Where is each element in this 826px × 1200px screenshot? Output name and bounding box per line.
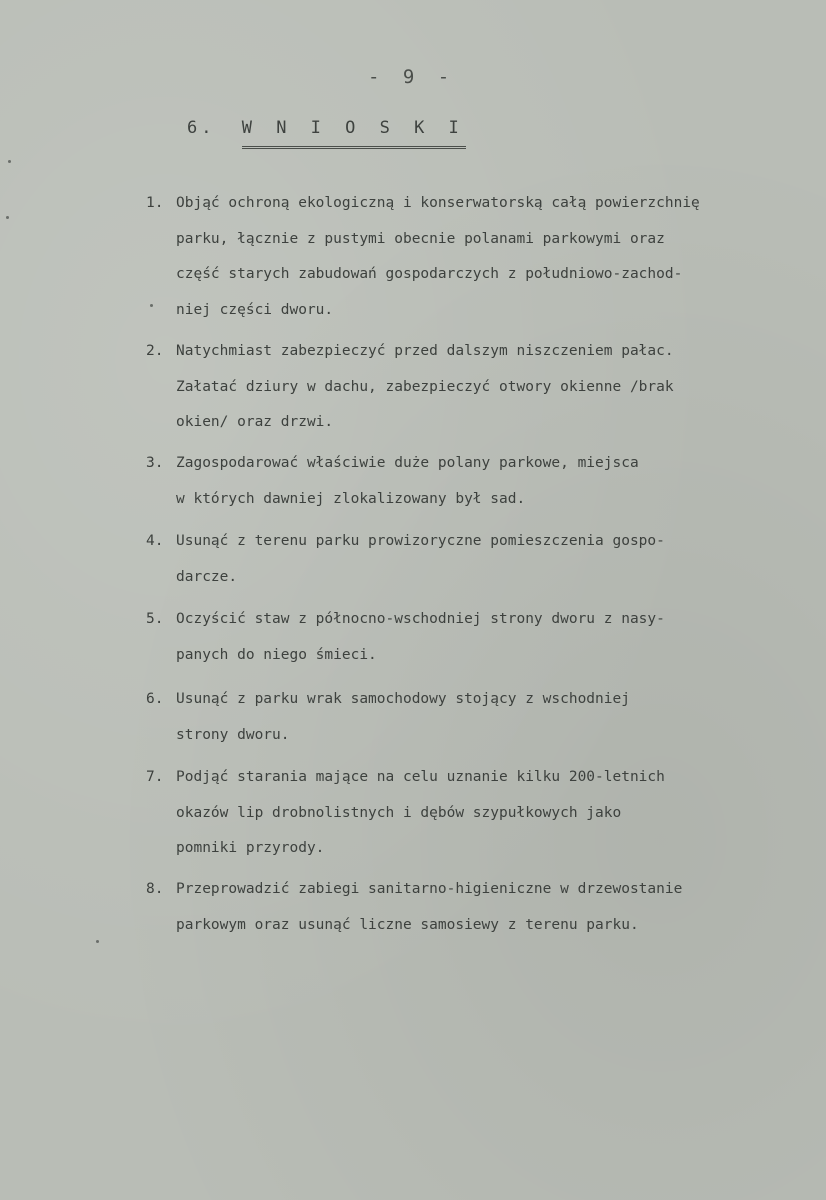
item-text-line: panych do niego śmieci. [176, 646, 377, 663]
item-text-line: w których dawniej zlokalizowany był sad. [176, 490, 526, 507]
item-first-line [146, 186, 816, 222]
list-item [146, 682, 816, 753]
item-text-line: Podjąć starania mające na celu uznanie kilku 200-letnich [176, 769, 665, 785]
item-number: 8. [146, 881, 164, 897]
item-text-line: parku, łącznie z pustymi obecnie polanami parkowymi oraz [176, 230, 665, 247]
item-first-line [146, 446, 816, 482]
item-number: 6. [146, 691, 164, 707]
item-text-line: Przeprowadzić zabiegi sanitarno-higieniczne w drzewostanie [176, 881, 683, 897]
item-first-line [146, 602, 816, 638]
paper-speck [6, 216, 9, 219]
item-first-line [146, 682, 816, 718]
item-first-line [146, 760, 816, 796]
paper-speck [8, 160, 11, 163]
section-title: W N I O S K I [242, 118, 466, 149]
list-item [146, 334, 816, 441]
item-number: 1. [146, 195, 164, 211]
item-text-line: Usunąć z parku wrak samochodowy stojący z wschodniej [176, 691, 630, 707]
item-text-line: część starych zabudowań gospodarczych z południowo-zachod- [176, 266, 683, 282]
item-number: 2. [146, 343, 164, 359]
item-text-line: pomniki przyrody. [176, 840, 325, 856]
item-text-line: okien/ oraz drzwi. [176, 414, 334, 430]
section-heading [187, 118, 466, 149]
item-text-line: niej części dworu. [176, 301, 334, 318]
page-number: - 9 - [368, 66, 456, 88]
list-item [146, 524, 816, 595]
paper-speck [96, 940, 99, 943]
section-number: 6. [187, 118, 216, 138]
item-text-line: Natychmiast zabezpieczyć przed dalszym niszczeniem pałac. [176, 343, 674, 359]
item-text-line: darcze. [176, 568, 238, 585]
list-item [146, 760, 816, 867]
item-text-line: Oczyścić staw z północno-wschodniej strony dworu z nasy- [176, 611, 665, 627]
item-number: 5. [146, 611, 164, 627]
item-first-line [146, 334, 816, 370]
item-text-line: Załatać dziury w dachu, zabezpieczyć otwory okienne /brak [176, 378, 674, 395]
item-number: 3. [146, 455, 164, 471]
list-item [146, 872, 816, 943]
item-text-line: parkowym oraz usunąć liczne samosiewy z terenu parku. [176, 916, 639, 933]
list-item [146, 186, 816, 328]
list-item [146, 602, 816, 673]
list-item [146, 446, 816, 517]
item-first-line [146, 524, 816, 560]
item-number: 7. [146, 769, 164, 785]
item-text-line: Zagospodarować właściwie duże polany parkowe, miejsca [176, 455, 639, 471]
item-text-line: strony dworu. [176, 726, 290, 743]
item-number: 4. [146, 533, 164, 549]
item-text-line: Objąć ochroną ekologiczną i konserwatorską całą powierzchnię [176, 195, 700, 211]
paper-speck [150, 304, 153, 307]
item-text-line: Usunąć z terenu parku prowizoryczne pomieszczenia gospo- [176, 533, 665, 549]
item-text-line: okazów lip drobnolistnych i dębów szypułkowych jako [176, 804, 622, 821]
item-first-line [146, 872, 816, 908]
